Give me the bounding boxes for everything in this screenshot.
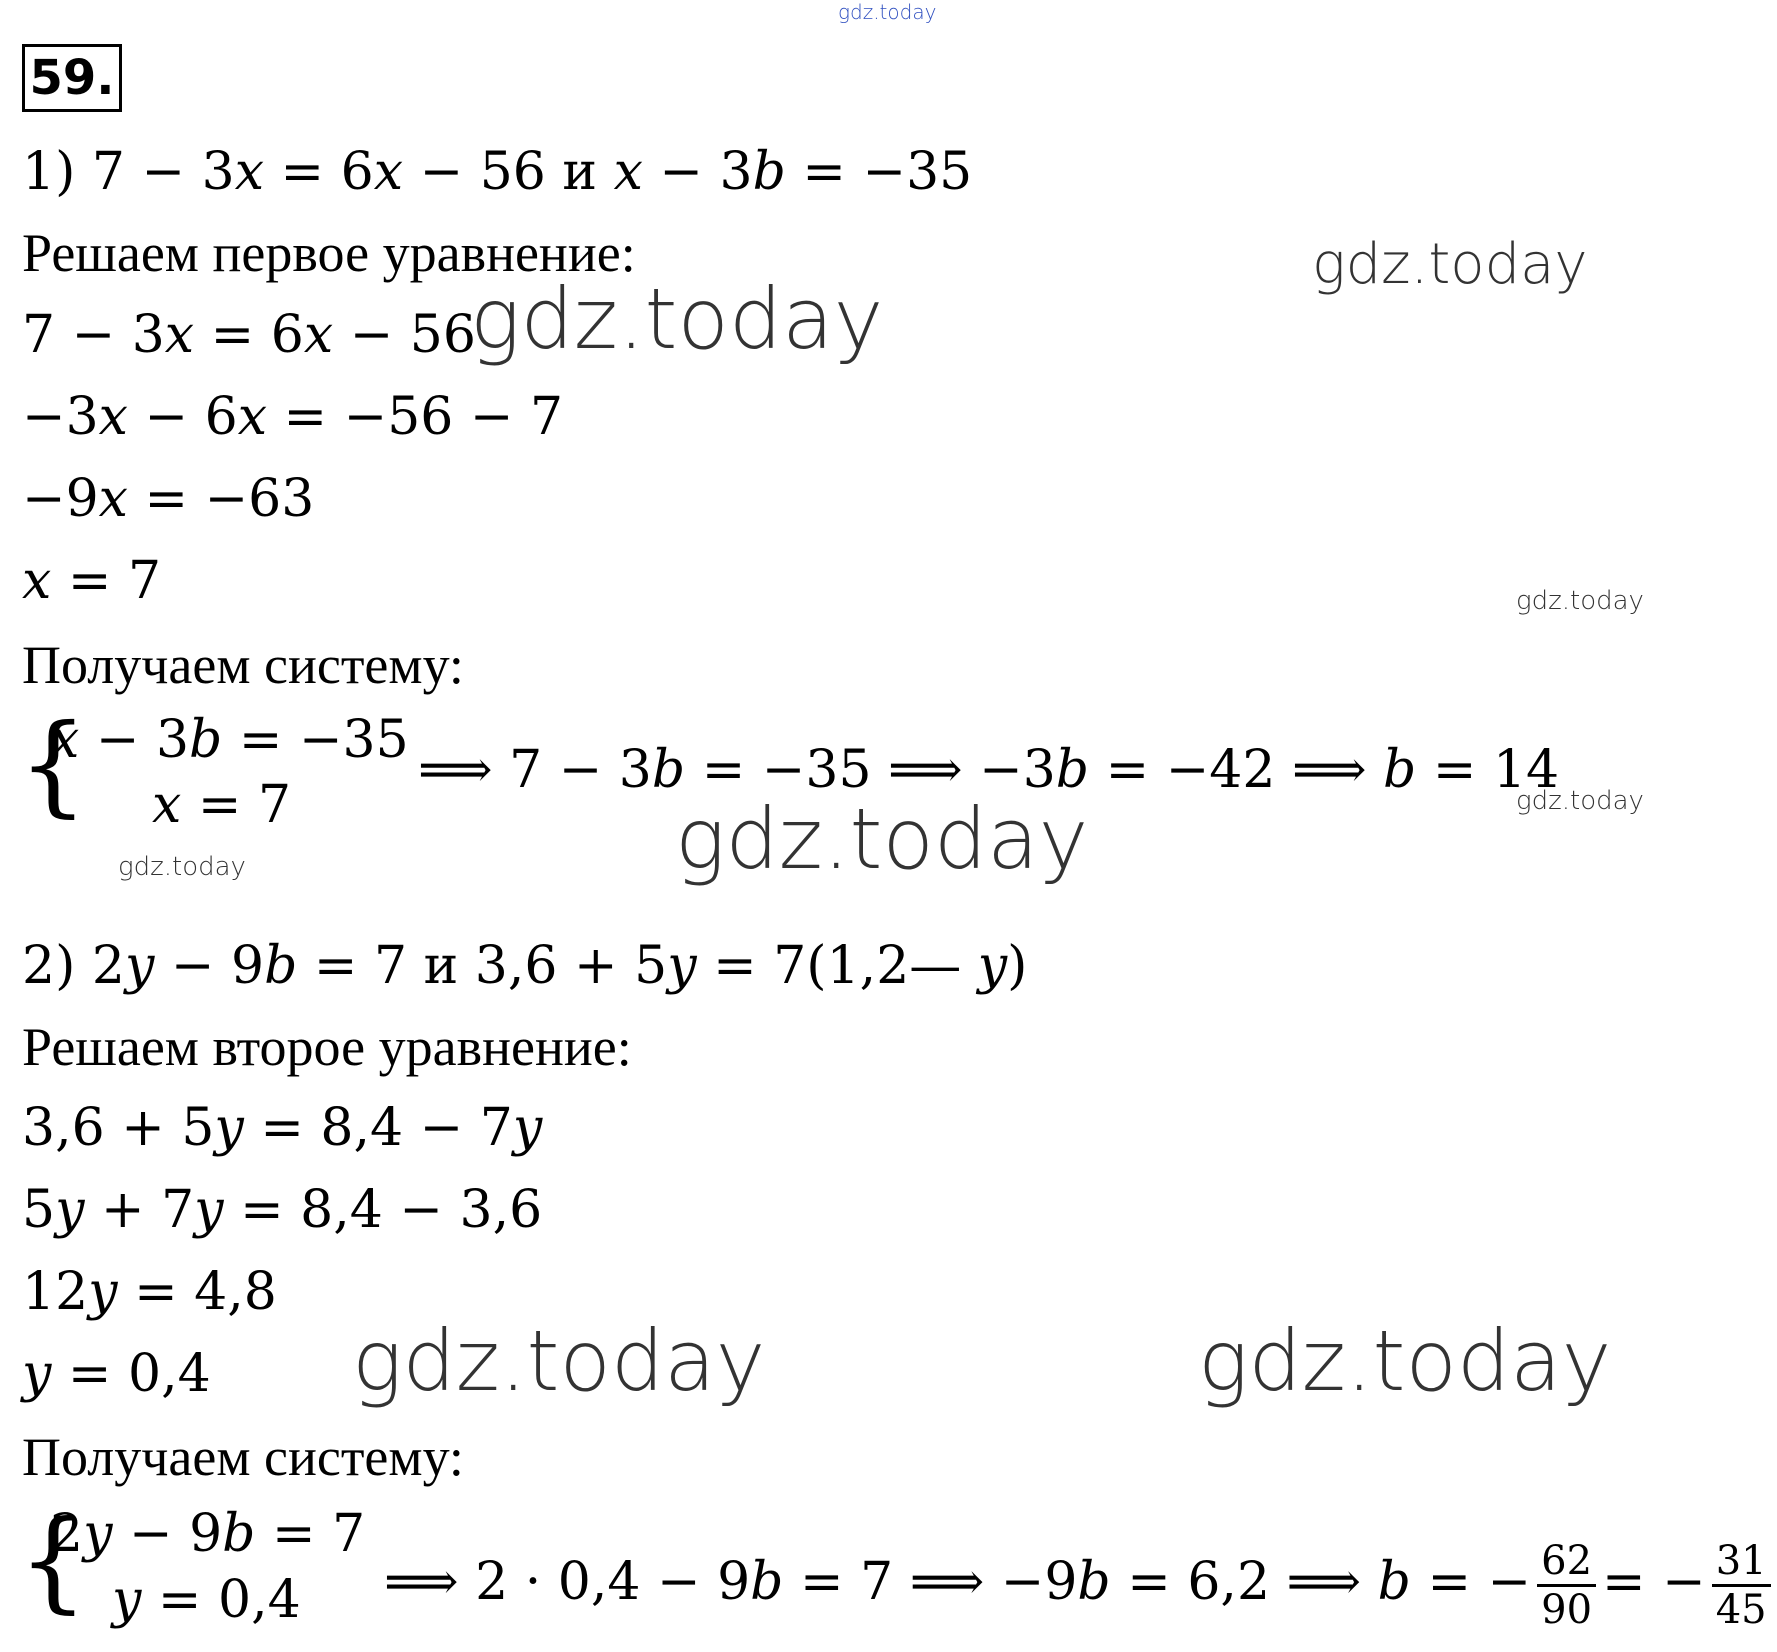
watermark: gdz.today	[1312, 232, 1588, 297]
watermark: gdz.today	[352, 1312, 766, 1410]
watermark: gdz.today	[470, 270, 884, 368]
part2-result	[384, 1512, 1777, 1652]
part1-system-eq1: 𝑥 − 3𝑏 = −35	[50, 710, 409, 770]
part2-solve-label: Решаем второе уравнение:	[22, 1017, 632, 1077]
part1-step-3: −9𝑥 = −63	[22, 469, 315, 529]
watermark: gdz.today	[118, 852, 246, 882]
fraction-numerator: 62	[1537, 1538, 1596, 1587]
fraction-31-45	[1712, 1538, 1771, 1633]
part1-result: ⟹ 7 − 3𝑏 = −35 ⟹ −3𝑏 = −42 ⟹ 𝑏 = 14	[418, 740, 1560, 800]
part2-system-brace: {	[18, 1496, 88, 1624]
part2-step-4: 𝑦 = 0,4	[22, 1344, 211, 1404]
part2-result-text: ⟹ 2 · 0,4 − 9𝑏 = 7 ⟹ −9𝑏 = 6,2 ⟹ 𝑏 = −	[384, 1552, 1532, 1612]
part1-header: 1) 7 − 3𝑥 = 6𝑥 − 56 и 𝑥 − 3𝑏 = −35	[22, 142, 973, 202]
part1-system-brace: {	[18, 700, 88, 828]
part2-header: 2) 2𝑦 − 9𝑏 = 7 и 3,6 + 5𝑦 = 7(1,2— 𝑦)	[22, 936, 1028, 996]
part2-system-label: Получаем систему:	[22, 1427, 464, 1487]
fraction-denominator: 45	[1715, 1587, 1767, 1633]
part1-step-2: −3𝑥 − 6𝑥 = −56 − 7	[22, 387, 564, 447]
fraction-numerator: 31	[1712, 1538, 1771, 1587]
watermark-top: gdz.today	[838, 0, 937, 24]
part2-system-eq1: 2𝑦 − 9𝑏 = 7	[50, 1504, 366, 1564]
part1-step-1: 7 − 3𝑥 = 6𝑥 − 56	[22, 305, 476, 365]
part1-system-eq2: 𝑥 = 7	[152, 775, 292, 835]
part1-step-4: 𝑥 = 7	[22, 551, 162, 611]
part1-solve-label: Решаем первое уравнение:	[22, 223, 636, 283]
problem-number: 59.	[22, 44, 122, 112]
part1-system-label: Получаем систему:	[22, 635, 464, 695]
part2-system-eq2: 𝑦 = 0,4	[112, 1570, 301, 1630]
fraction-denominator: 90	[1541, 1587, 1593, 1633]
fraction-62-90	[1537, 1538, 1596, 1633]
equals-minus: = −	[1602, 1552, 1706, 1612]
part2-step-3: 12𝑦 = 4,8	[22, 1262, 277, 1322]
watermark: gdz.today	[1516, 786, 1644, 816]
part2-step-1: 3,6 + 5𝑦 = 8,4 − 7𝑦	[22, 1098, 543, 1158]
watermark: gdz.today	[1198, 1312, 1612, 1410]
watermark: gdz.today	[1516, 586, 1644, 616]
part2-step-2: 5𝑦 + 7𝑦 = 8,4 − 3,6	[22, 1180, 543, 1240]
watermark: gdz.today	[675, 790, 1089, 888]
